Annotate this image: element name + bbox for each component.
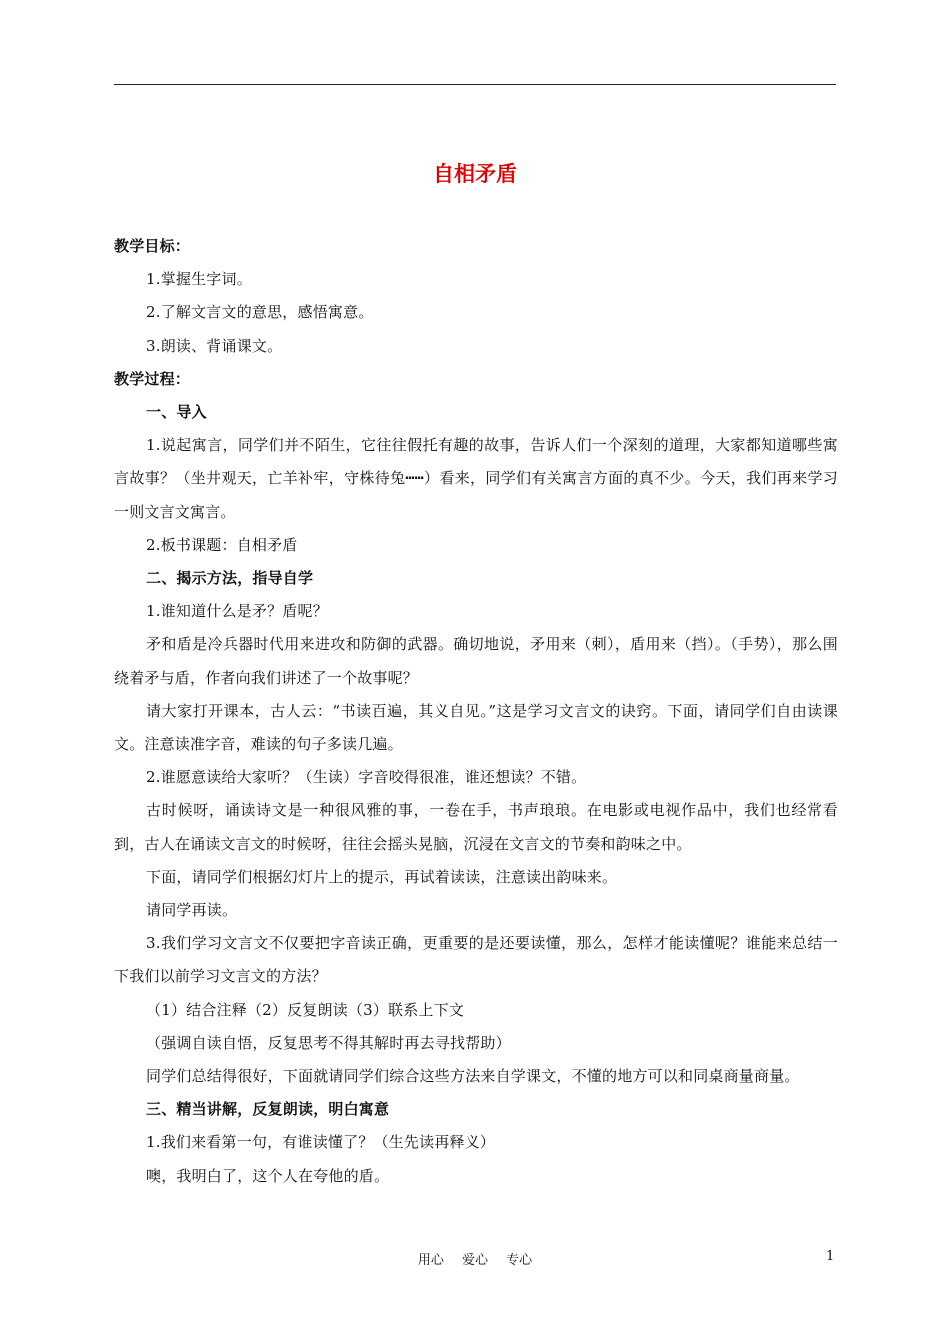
paragraph: 请大家打开课本，古人云：“书读百遍，其义自见。”这是学习文言文的诀窍。下面，请同学们自由读课文。注意读准字音，难读的句子多读几遍。 — [114, 701, 838, 754]
paragraph: 请同学再读。 — [146, 901, 238, 920]
paragraph: 矛和盾是冷兵器时代用来进攻和防御的武器。确切地说，矛用来（刺），盾用来（挡）。（手势），那么围绕着矛与盾，作者向我们讲述了一个故事呢？ — [114, 635, 838, 687]
paragraph: （强调自读自悟，反复思考不得其解时再去寻找帮助） — [146, 1033, 511, 1052]
footer-motto: 用心 爱心 专心 — [417, 1253, 533, 1268]
paragraph: 1.说起寓言，同学们并不陌生，它往往假托有趣的故事，告诉人们一个深刻的道理，大家都知道哪些寓言故事？（坐井观天，亡羊补牢，守株待兔┅┅）看来，同学们有关寓言方面的真不少。今天，我们再来学习一则文言文寓言。 — [114, 436, 838, 521]
paragraph: 1.我们来看第一句，有谁读懂了？（生先读再释义） — [146, 1133, 496, 1152]
header-rule — [114, 84, 836, 85]
document-body — [114, 230, 838, 1193]
document-title: 自相矛盾 — [433, 162, 517, 186]
heading-teaching-process: 教学过程： — [114, 369, 191, 388]
paragraph: 古时候呀，诵读诗文是一种很风雅的事，一卷在手，书声琅琅。在电影或电视作品中，我们也经常看到，古人在诵读文言文的时候呀，往往会摇头晃脑，沉浸在文言文的节奏和韵味之中。 — [114, 801, 838, 853]
paragraph: 3.我们学习文言文不仅要把字音读正确，更重要的是还要读懂，那么，怎样才能读懂呢？谁能来总结一下我们以前学习文言文的方法？ — [114, 934, 838, 986]
paragraph: 噢，我明白了，这个人在夸他的盾。 — [146, 1166, 390, 1185]
page-number: 1 — [826, 1249, 835, 1264]
heading-teaching-goals: 教学目标： — [114, 237, 191, 255]
paragraph: 2.板书课题：自相矛盾 — [146, 535, 298, 554]
paragraph: 2.谁愿意读给大家听？（生读）字音咬得很准，谁还想读？不错。 — [146, 768, 587, 787]
goal-item: 2.了解文言文的意思，感悟寓意。 — [146, 303, 374, 322]
section-heading: 一、导入 — [146, 403, 207, 422]
paragraph: 下面，请同学们根据幻灯片上的提示，再试着读读，注意读出韵味来。 — [146, 867, 618, 886]
section-heading: 三、精当讲解，反复朗读，明白寓意 — [146, 1100, 390, 1119]
paragraph: 同学们总结得很好，下面就请同学们综合这些方法来自学课文，不懂的地方可以和同桌商量商量。 — [146, 1067, 800, 1086]
section-heading: 二、揭示方法，指导自学 — [146, 569, 314, 588]
goal-item: 3.朗读、背诵课文。 — [146, 336, 283, 355]
paragraph: （1）结合注释（2）反复朗读（3）联系上下文 — [146, 1000, 465, 1019]
goal-item: 1.掌握生字词。 — [146, 270, 252, 289]
paragraph: 1.谁知道什么是矛？盾呢？ — [146, 602, 328, 621]
